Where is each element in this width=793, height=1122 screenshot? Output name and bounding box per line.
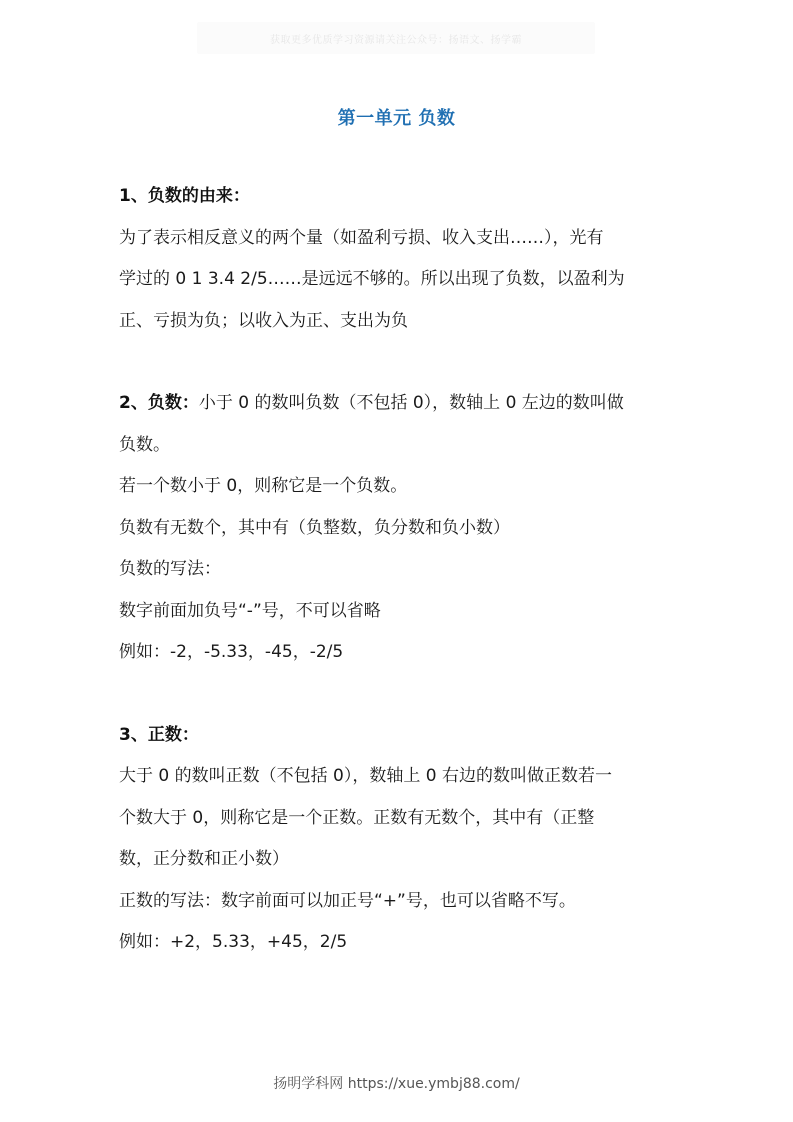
section-heading: 1、负数的由来： xyxy=(119,186,250,206)
example-line: 例如：+2，5.33，+45，2/5 xyxy=(119,932,348,952)
section-heading: 2、负数： xyxy=(119,393,199,413)
section-origin-of-negatives xyxy=(119,186,679,331)
paragraph-text: 小于 0 的数叫负数（不包括 0），数轴上 0 左边的数叫做 xyxy=(198,393,624,413)
section-negative-numbers xyxy=(119,393,679,662)
paragraph-line: 负数的写法： xyxy=(119,559,221,579)
example-line: 例如：-2，-5.33，-45，-2/5 xyxy=(119,642,344,662)
section-heading: 3、正数： xyxy=(119,724,199,745)
footer xyxy=(200,1068,593,1098)
header-watermark-bar xyxy=(197,22,595,54)
footer-link-text[interactable]: 扬明学科网 https://xue.ymbj88.com/ xyxy=(273,1076,520,1092)
paragraph-line: 个数大于 0，则称它是一个正数。正数有无数个，其中有（正整 xyxy=(119,807,595,828)
section-positive-numbers xyxy=(119,725,679,953)
paragraph-line: 正数的写法：数字前面可以加正号“+”号，也可以省略不写。 xyxy=(119,890,576,911)
section-heading-line xyxy=(119,393,679,413)
section-spacer xyxy=(119,352,679,393)
paragraph-line: 正、亏损为负；以收入为正、支出为负 xyxy=(119,310,408,331)
page-title: 第一单元 负数 xyxy=(337,108,456,129)
section-spacer xyxy=(119,684,679,725)
paragraph-line: 若一个数小于 0，则称它是一个负数。 xyxy=(119,476,408,496)
paragraph-line: 大于 0 的数叫正数（不包括 0），数轴上 0 右边的数叫做正数若一 xyxy=(119,766,612,786)
header-watermark-text: 获取更多优质学习资源请关注公众号：扬语文、扬学霸 xyxy=(270,34,522,46)
document-body xyxy=(119,186,679,974)
paragraph-line: 负数有无数个，其中有（负整数，负分数和负小数） xyxy=(119,517,510,538)
paragraph-line: 数，正分数和正小数） xyxy=(119,849,289,869)
paragraph-line: 负数。 xyxy=(119,434,170,455)
paragraph-line: 为了表示相反意义的两个量（如盈利亏损、收入支出……），光有 xyxy=(119,227,604,248)
paragraph-line: 学过的 0 1 3.4 2/5……是远远不够的。所以出现了负数，以盈利为 xyxy=(119,269,625,289)
paragraph-line: 数字前面加负号“-”号，不可以省略 xyxy=(119,600,381,621)
